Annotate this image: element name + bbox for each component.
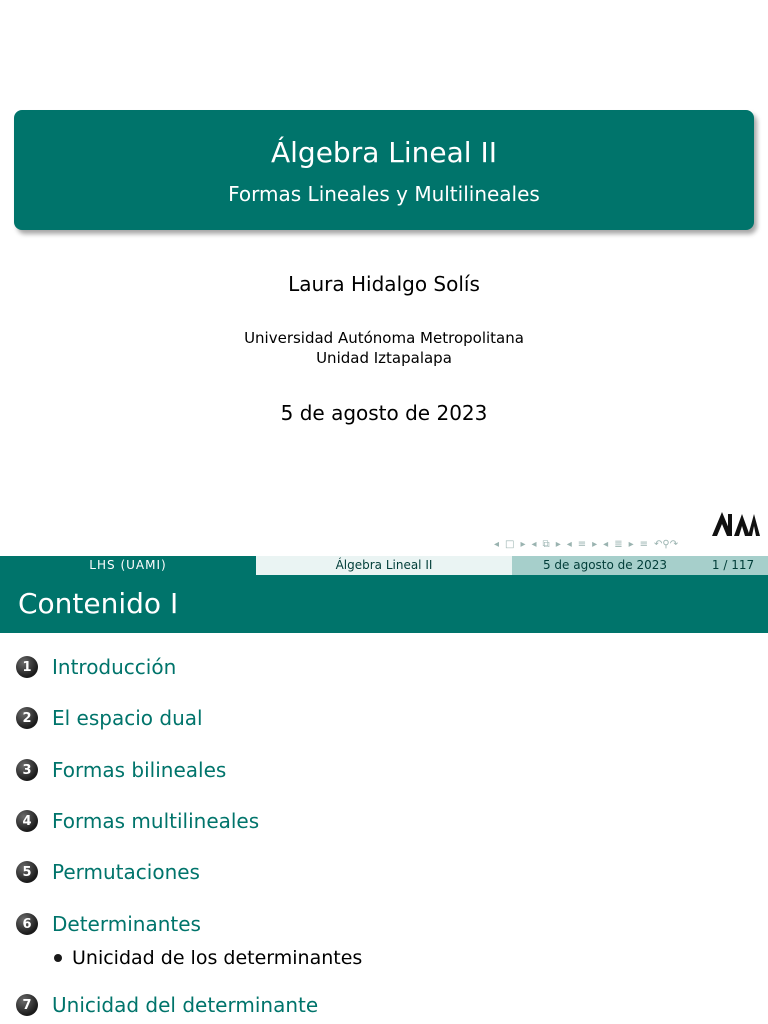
toc-item[interactable]	[16, 993, 318, 1017]
toc-subitem[interactable]	[54, 947, 362, 969]
nav-prev-icon[interactable]: ◂	[531, 538, 537, 550]
toc-number-ball: 3	[16, 759, 38, 781]
toc-item[interactable]	[16, 912, 201, 936]
nav-next-icon[interactable]: ▸	[628, 538, 634, 550]
toc-link[interactable]: Determinantes	[52, 912, 201, 936]
institute-line-2: Unidad Iztapalapa	[316, 349, 452, 367]
toc-link[interactable]: Formas bilineales	[52, 758, 227, 782]
toc-link[interactable]: Formas multilineales	[52, 809, 260, 833]
nav-next-icon[interactable]: ▸	[555, 538, 561, 550]
nav-section-icon[interactable]: ≡	[577, 538, 587, 550]
footer-title: Álgebra Lineal II	[256, 556, 512, 575]
footer-right	[512, 556, 768, 575]
toc-number-ball: 7	[16, 994, 38, 1016]
nav-next-icon[interactable]: ▸	[520, 538, 526, 550]
toc-item[interactable]	[16, 655, 176, 679]
author: Laura Hidalgo Solís	[288, 272, 480, 296]
toc-link[interactable]: Introducción	[52, 655, 177, 679]
toc-number-ball: 1	[16, 656, 38, 678]
presentation-date: 5 de agosto de 2023	[280, 401, 488, 425]
uam-logo	[712, 512, 760, 536]
nav-prev-icon[interactable]: ◂	[566, 538, 572, 550]
nav-subsection-icon[interactable]: ⧉	[542, 538, 550, 550]
nav-search-icon[interactable]: ↶⚲↷	[654, 538, 679, 550]
toc-item[interactable]	[16, 706, 203, 730]
footer-page-number: 1 / 117	[711, 558, 755, 572]
frame-title: Contenido I	[18, 587, 179, 620]
frame-header	[0, 575, 768, 633]
institute	[0, 328, 768, 368]
toc-item[interactable]	[16, 758, 226, 782]
toc-number-ball: 4	[16, 810, 38, 832]
nav-next-icon[interactable]: ▸	[592, 538, 598, 550]
footer-date: 5 de agosto de 2023	[542, 558, 668, 572]
nav-frame-icon[interactable]: □	[505, 538, 515, 550]
nav-prev-icon[interactable]: ◂	[603, 538, 609, 550]
toc-link[interactable]: El espacio dual	[52, 706, 203, 730]
toc-link[interactable]: Unicidad del determinante	[52, 993, 319, 1017]
toc-item[interactable]	[16, 860, 200, 884]
presentation-title: Álgebra Lineal II	[271, 136, 497, 169]
beamer-navigation[interactable]	[494, 536, 764, 552]
presentation-subtitle: Formas Lineales y Multilineales	[228, 182, 540, 206]
toc-number-ball: 2	[16, 707, 38, 729]
institute-line-1: Universidad Autónoma Metropolitana	[244, 329, 524, 347]
bullet-icon	[54, 954, 62, 962]
footer-bar	[0, 556, 768, 575]
footer-author: LHS (UAMI)	[0, 556, 256, 575]
toc-item[interactable]	[16, 809, 259, 833]
nav-appendix-icon[interactable]: ≡	[639, 538, 649, 550]
toc-number-ball: 6	[16, 913, 38, 935]
nav-prev-icon[interactable]: ◂	[494, 538, 500, 550]
nav-doc-icon[interactable]: ≣	[614, 538, 623, 550]
toc-number-ball: 5	[16, 861, 38, 883]
toc-sublink[interactable]: Unicidad de los determinantes	[72, 947, 363, 969]
title-box	[14, 110, 754, 230]
toc-link[interactable]: Permutaciones	[52, 860, 200, 884]
